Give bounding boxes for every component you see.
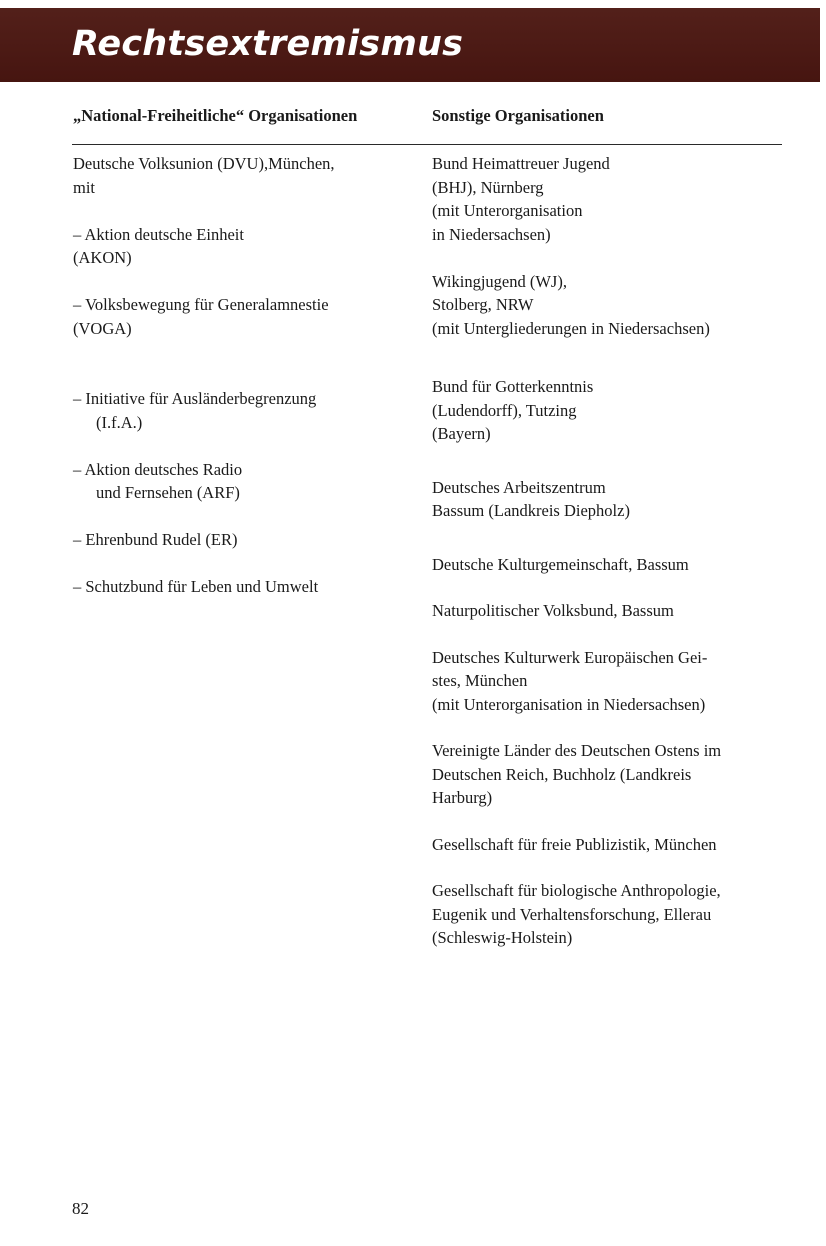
title-banner [0, 8, 820, 82]
left-column-heading: „National-Freiheitliche“ Organisationen [73, 106, 358, 125]
list-item: Vereinigte Länder des Deutschen Ostens im Deutschen Reich, Buchholz (Landkreis Harburg) [432, 741, 722, 807]
list-item: Wikingjugend (WJ), Stolberg, NRW (mit Untergliederungen in Niedersachsen) [432, 271, 710, 338]
list-item: – Aktion deutsches Radio und Fernsehen (ARF) [73, 459, 243, 502]
page-number: 82 [72, 1199, 89, 1218]
heading-divider [72, 144, 782, 145]
page-title: Rechtsextremismus [72, 24, 464, 64]
list-item: Naturpolitischer Volksbund, Bassum [432, 601, 674, 620]
list-item: Deutsche Volksunion (DVU),München, mit [73, 154, 335, 197]
right-column-list [432, 152, 792, 973]
list-item: Deutsches Arbeitszentrum Bassum (Landkreis Diepholz) [432, 477, 630, 520]
list-item: – Volksbewegung für Generalamnestie (VOGA) [73, 295, 329, 338]
right-column-heading: Sonstige Organisationen [432, 106, 604, 125]
list-item: Deutsches Kulturwerk Europäischen Gei- stes, München (mit Unterorganisation in Niedersachsen) [432, 647, 708, 714]
left-column-list [73, 152, 413, 622]
list-item: – Schutzbund für Leben und Umwelt [73, 577, 319, 596]
list-item: Gesellschaft für biologische Anthropologie, Eugenik und Verhaltensforschung, Ellerau (Schleswig-Holstein) [432, 881, 721, 947]
list-item: Bund Heimattreuer Jugend (BHJ), Nürnberg (mit Unterorganisation in Niedersachsen) [432, 154, 610, 244]
list-item: Bund für Gotterkenntnis (Ludendorff), Tutzing (Bayern) [432, 377, 594, 443]
list-item: Deutsche Kulturgemeinschaft, Bassum [432, 554, 689, 574]
list-item: – Initiative für Ausländerbegrenzung (I.f.A.) [73, 389, 317, 432]
list-item: – Ehrenbund Rudel (ER) [73, 530, 238, 549]
list-item: Gesellschaft für freie Publizistik, München [432, 834, 717, 854]
list-item: – Aktion deutsche Einheit (AKON) [73, 224, 244, 267]
